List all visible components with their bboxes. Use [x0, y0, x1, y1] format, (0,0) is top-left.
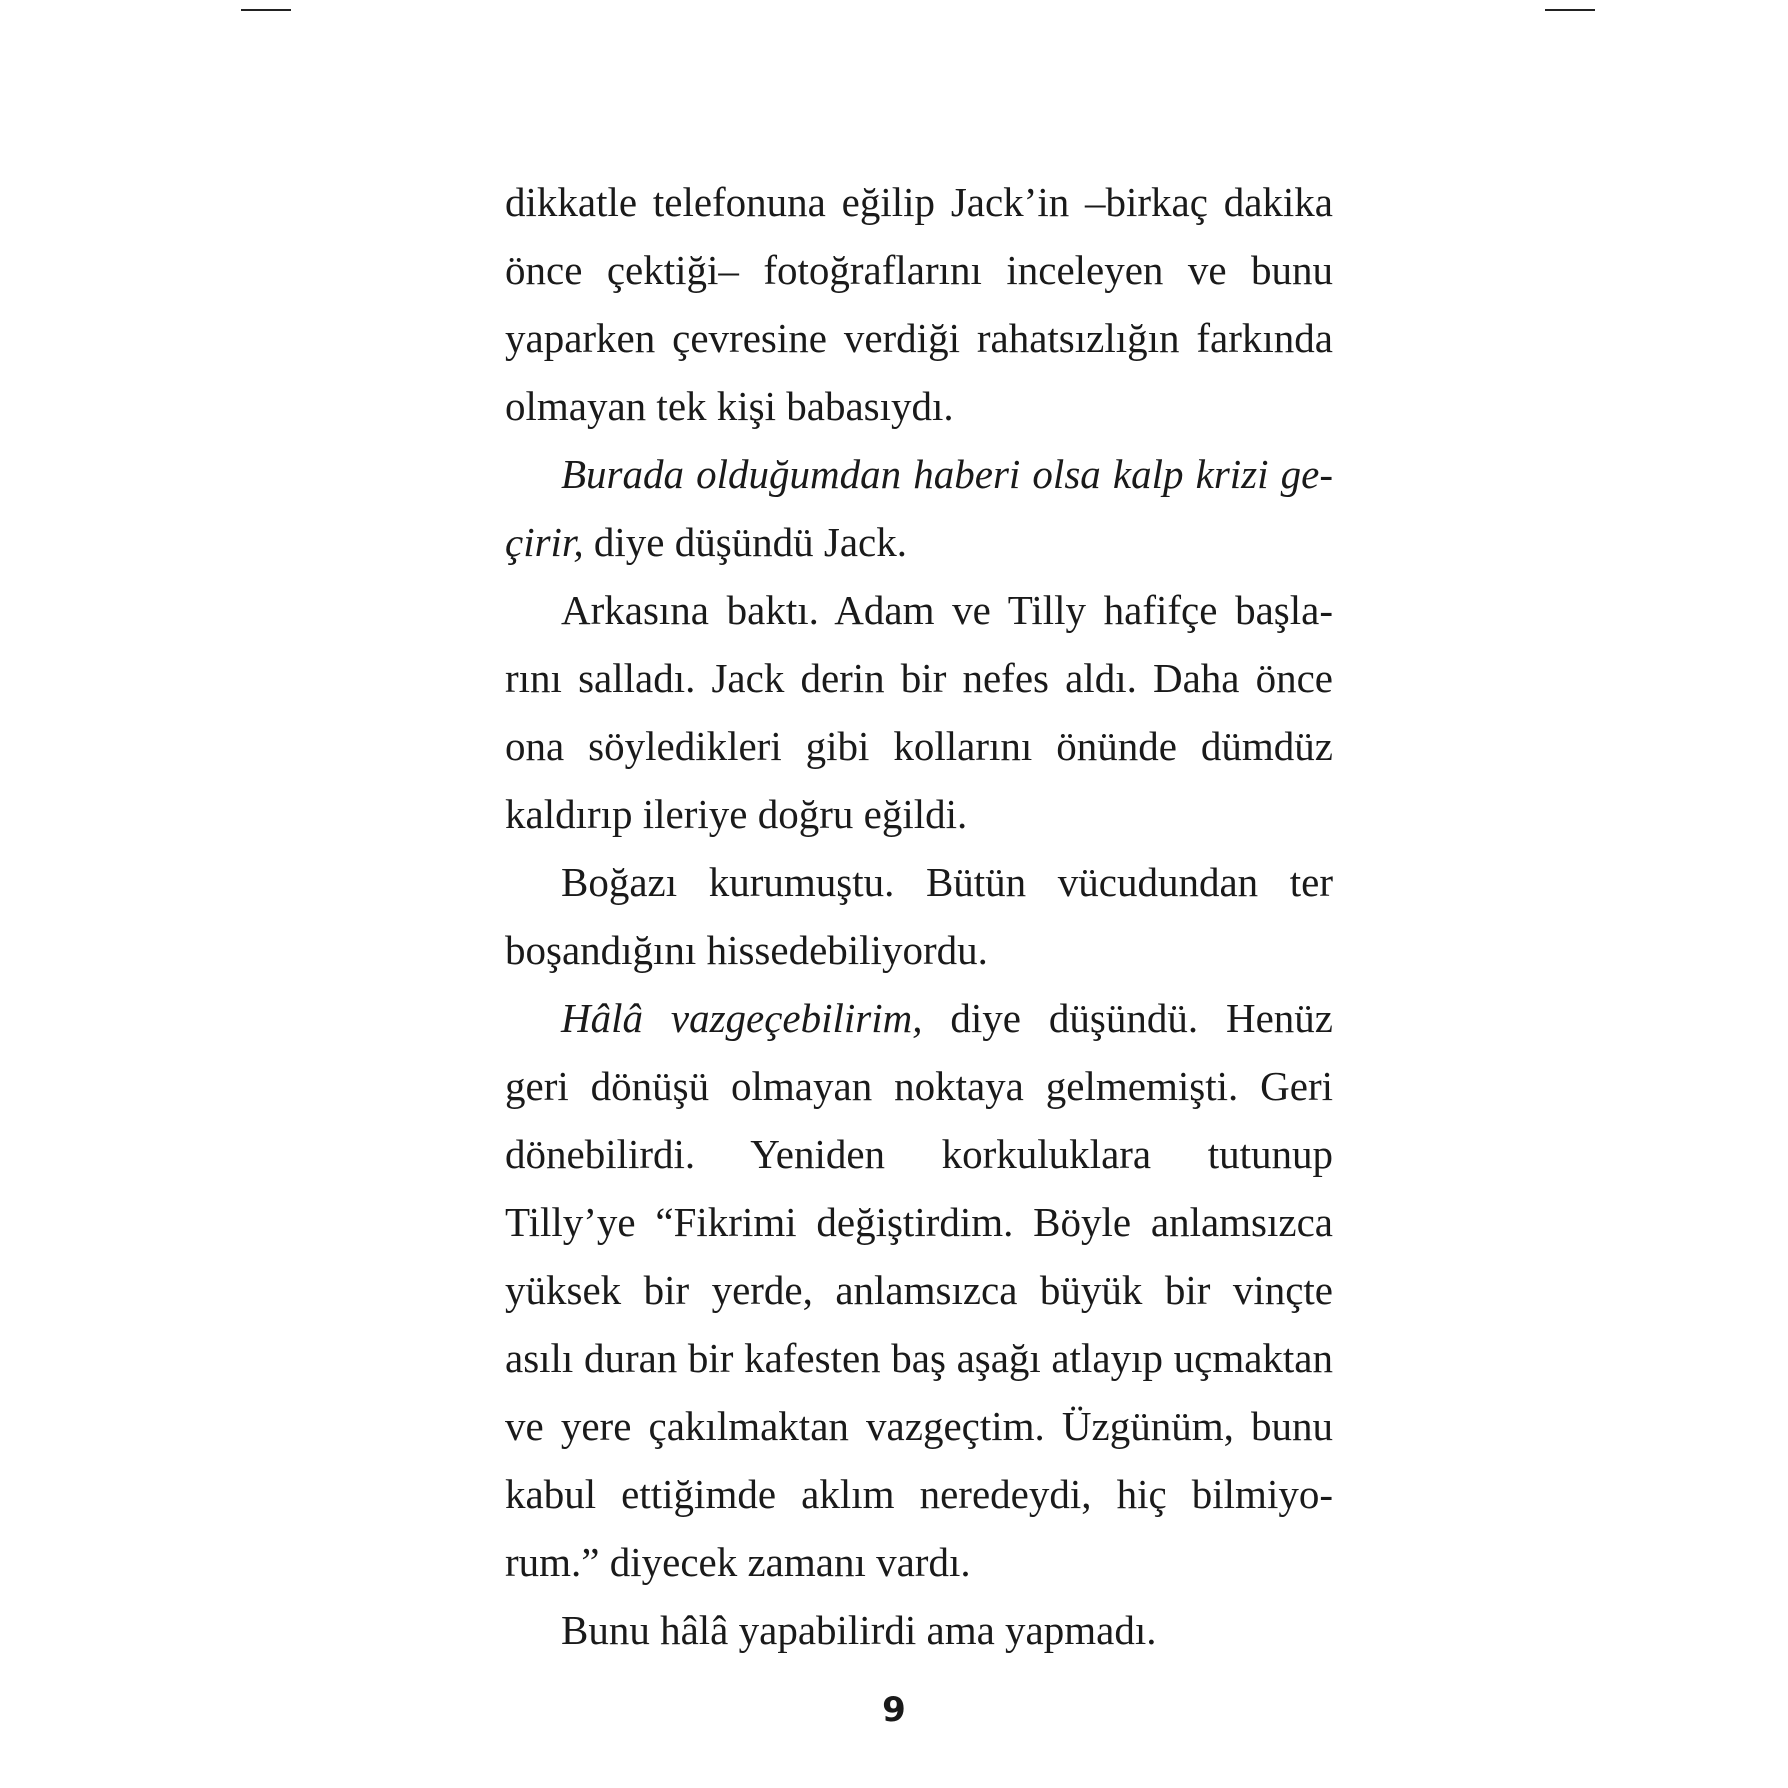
- text-line: önce çektiği– fotoğraflarını inceleyen ve bunu: [505, 247, 1333, 293]
- text-line: olmayan tek kişi babasıydı.: [505, 383, 954, 429]
- text-line: ona söyledikleri gibi kollarını önünde dümdüz: [505, 723, 1333, 769]
- text-line: boşandığını hissedebiliyordu.: [505, 927, 988, 973]
- crop-mark-top-right: [1545, 9, 1595, 11]
- text-line: Arkasına baktı. Adam ve Tilly hafifçe başla-: [561, 587, 1333, 633]
- text-fragment: diye düşündü. Henüz: [922, 995, 1333, 1041]
- text-line: ve yere çakılmaktan vazgeçtim. Üzgünüm, bunu: [505, 1403, 1333, 1449]
- text-line: [505, 508, 1333, 576]
- text-line: Tilly’ye “Fikrimi değiştirdim. Böyle anlamsızca: [505, 1199, 1333, 1245]
- text-line: yaparken çevresine verdiği rahatsızlığın farkında: [505, 315, 1333, 361]
- italic-thought-fragment: Hâlâ vazgeçebilirim,: [561, 995, 923, 1041]
- body-text: [505, 168, 1333, 1664]
- italic-thought-line: Burada olduğumdan haberi olsa kalp krizi ge-: [561, 451, 1333, 497]
- text-line: asılı duran bir kafesten baş aşağı atlayıp uçmaktan: [505, 1335, 1333, 1381]
- text-line: kabul ettiğimde aklım neredeydi, hiç bilmiyo-: [505, 1471, 1333, 1517]
- text-line: rum.” diyecek zamanı vardı.: [505, 1539, 971, 1585]
- text-line: geri dönüşü olmayan noktaya gelmemişti. Geri: [505, 1063, 1333, 1109]
- text-line: rını salladı. Jack derin bir nefes aldı. Daha önce: [505, 655, 1333, 701]
- italic-thought-fragment: çirir,: [505, 519, 584, 565]
- text-fragment: diye düşündü Jack.: [583, 519, 908, 565]
- text-line: yüksek bir yerde, anlamsızca büyük bir vinçte: [505, 1267, 1333, 1313]
- text-line: kaldırıp ileriye doğru eğildi.: [505, 791, 968, 837]
- text-line: Boğazı kurumuştu. Bütün vücudundan ter: [561, 859, 1333, 905]
- text-line: dönebilirdi. Yeniden korkuluklara tutunup: [505, 1131, 1333, 1177]
- text-line: Bunu hâlâ yapabilirdi ama yapmadı.: [561, 1607, 1157, 1653]
- page-number: 9: [882, 1690, 906, 1730]
- text-line: dikkatle telefonuna eğilip Jack’in –birkaç dakika: [505, 179, 1333, 225]
- text-line: [505, 984, 1333, 1052]
- crop-mark-top-left: [241, 9, 291, 11]
